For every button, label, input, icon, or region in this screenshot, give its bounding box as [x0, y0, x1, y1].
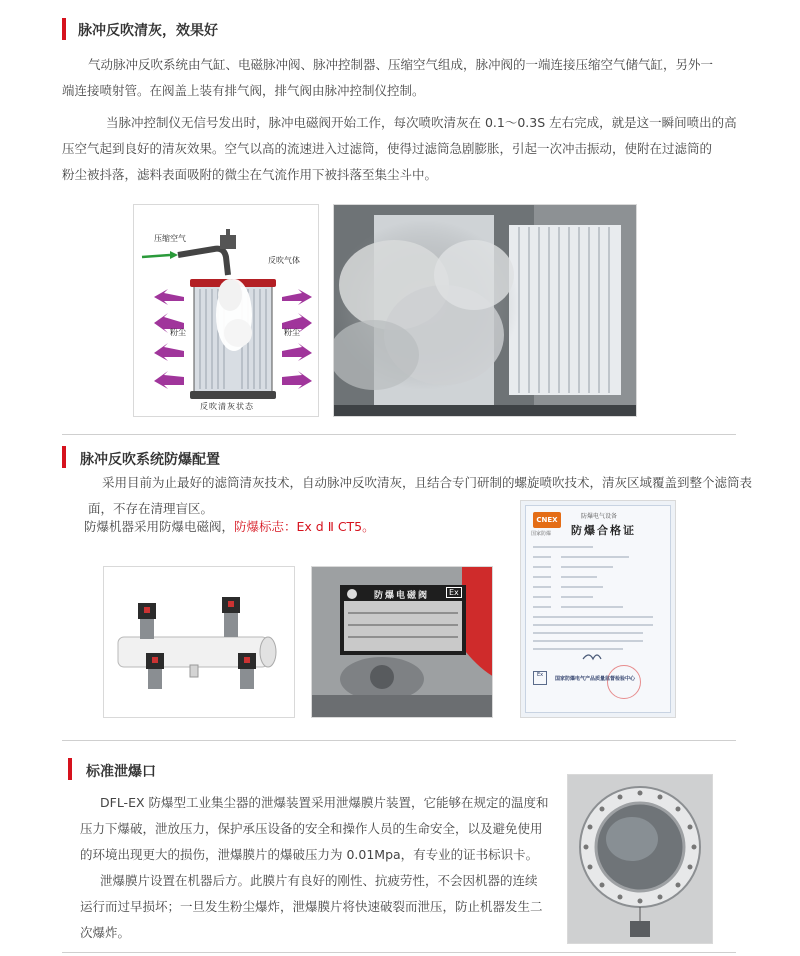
- certificate-header: 防爆电气设备: [581, 513, 618, 520]
- cert-stamp-icon: Ex: [533, 671, 547, 685]
- certificate-footer: 国家防爆电气产品质量监督检验中心: [555, 676, 636, 682]
- section-title-burst-vent: 标准泄爆口: [86, 764, 156, 780]
- paragraph: 采用目前为止最好的滤筒清灰技术，自动脉冲反吹清灰，且结合专门研制的螺旋喷吹技术，清灰区域覆盖到整个滤筒表 面，不存在清理盲区。: [88, 475, 753, 516]
- label-dust-right: 粉尘: [284, 328, 300, 337]
- section-title-explosion-proof-config: 脉冲反吹系统防爆配置: [80, 452, 220, 468]
- paragraph-ex-mark: 防爆机器采用防爆电磁阀，防爆标志：Ex d Ⅱ CT5。: [84, 519, 375, 534]
- label-dust-left: 粉尘: [170, 328, 186, 337]
- section-marker: [62, 446, 66, 468]
- certificate-title: 防爆合格证: [571, 524, 636, 537]
- manifold-photo: [103, 566, 295, 718]
- paragraph: 当脉冲控制仪无信号发出时，脉冲电磁阀开始工作，每次喷吹清灰在 0.1～0.3S 左右完成，就是这一瞬间喷出的高 压空气起到良好的清灰效果。空气以高的流速进入过滤筒，使得过滤筒急剧膨胀，引起一次冲击振动，使附在过滤筒的 粉尘被抖落，滤料表面吸附的微尘在气流作用下被抖落至集尘斗中。: [62, 115, 737, 182]
- cnex-logo-sub: 国家防爆: [531, 531, 552, 537]
- explosion-proof-certificate: [520, 500, 676, 718]
- section-marker: [62, 18, 66, 40]
- valve-nameplate-title: 防爆电磁阀: [374, 591, 430, 601]
- section-title-pulse-cleaning: 脉冲反吹清灰，效果好: [78, 23, 218, 39]
- paragraph: 泄爆膜片设置在机器后方。此膜片有良好的刚性、抗疲劳性，不会因机器的连续 运行而过早损坏；一旦发生粉尘爆炸，泄爆膜片将快速破裂而泄压，防止机器发生二 次爆炸。: [80, 873, 543, 940]
- section-marker: [68, 758, 72, 780]
- paragraph: 气动脉冲反吹系统由气缸、电磁脉冲阀、脉冲控制器、压缩空气组成，脉冲阀的一端连接压缩空气储气缸，另外一 端连接喷射管。在阀盖上装有排气阀，排气阀由脉冲控制仪控制。: [62, 57, 714, 98]
- diagram-caption: 反吹清灰状态: [200, 402, 254, 411]
- cnex-logo: CNEX: [533, 512, 561, 528]
- ex-mark-highlight: 防爆标志：Ex d Ⅱ CT5。: [234, 519, 375, 534]
- pulse-cleaning-photo: [333, 204, 637, 417]
- divider: [62, 434, 736, 435]
- valve-ex-label: Ex: [446, 587, 462, 598]
- divider: [62, 952, 736, 953]
- reverse-blow-diagram: [133, 204, 319, 417]
- solenoid-valve-photo: [311, 566, 493, 718]
- paragraph: DFL-EX 防爆型工业集尘器的泄爆装置采用泄爆膜片装置，它能够在规定的温度和 压力下爆破，泄放压力，保护承压设备的安全和操作人员的生命安全，以及避免使用 的环境出现更大的损伤，泄爆膜片的爆破压力为 0.01Mpa，有专业的证书标识卡。: [80, 795, 549, 862]
- label-reverse-gas: 反吹气体: [268, 256, 300, 265]
- cert-seal: [607, 665, 641, 699]
- burst-disc-photo: [567, 774, 713, 944]
- label-compressed-air: 压缩空气: [154, 234, 186, 243]
- divider: [62, 740, 736, 741]
